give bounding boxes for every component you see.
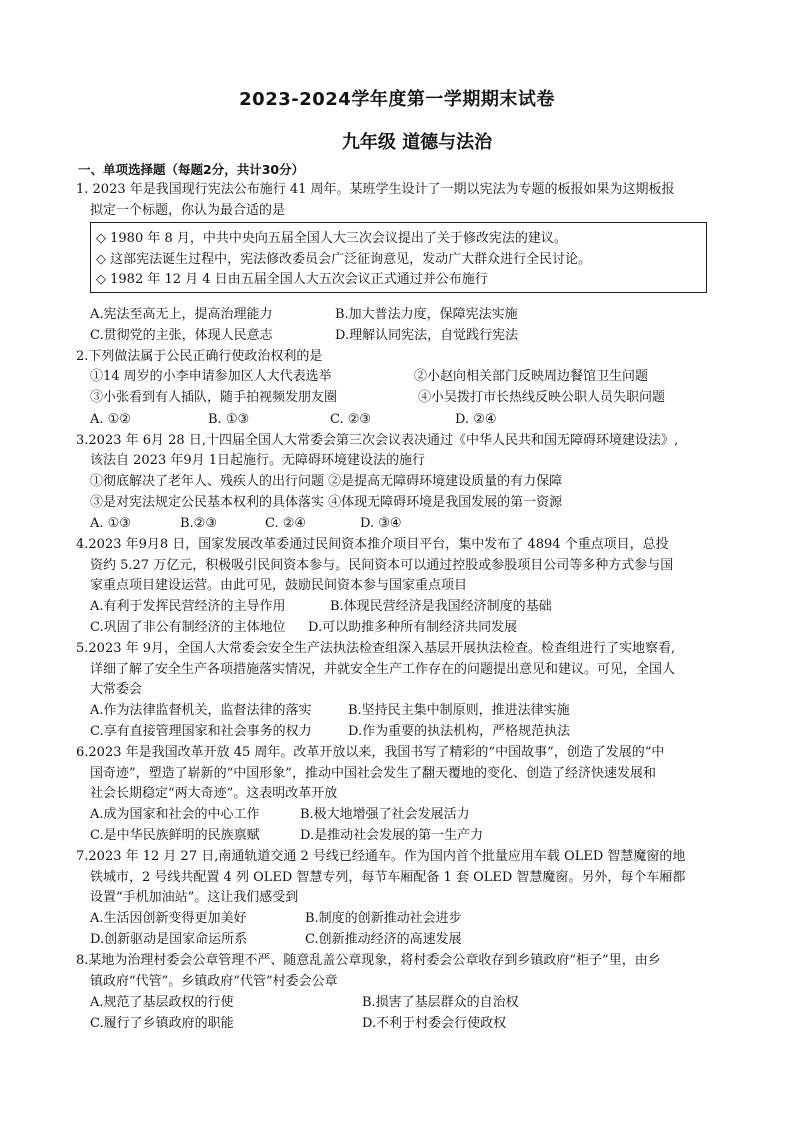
q6-option-b: B.极大地增强了社会发展活力 bbox=[300, 807, 470, 822]
q1-option-c: C.贯彻党的主张，体现人民意志 bbox=[90, 328, 273, 343]
q7-option-c: C.创新推动经济的高速发展 bbox=[305, 932, 462, 947]
q2-item: ③小张看到有人插队，随手拍视频发朋友圈 bbox=[90, 390, 338, 405]
q8-option-c: C.履行了乡镇政府的职能 bbox=[90, 1016, 234, 1031]
q3-stem-line: 3.2023 年 6月 28 日,十四届全国人大常委会第三次会议表决通过《中华人民共和国无障碍环境建设法》, bbox=[76, 433, 679, 448]
q1-stem-line: 1. 2023 年是我国现行宪法公布施行 41 周年。某班学生设计了一期以宪法为专题的板报如果为这期板报 bbox=[76, 182, 675, 197]
q5-option-b: B.坚持民主集中制原则，推进法律实施 bbox=[348, 703, 570, 718]
q6-stem-line: 国奇迹”，塑造了崭新的“中国形象”，推动中国社会发生了翻天覆地的变化、创造了经济快速发展和 bbox=[90, 766, 656, 781]
q5-option-a: A.作为法律监督机关，监督法律的落实 bbox=[90, 703, 312, 718]
q2-option-c: C. ②③ bbox=[330, 412, 372, 427]
section-heading: 一、单项选择题（每题2分，共计30分） bbox=[78, 162, 305, 177]
q2-stem-line: 2.下列做法属于公民正确行使政治权利的是 bbox=[76, 349, 323, 364]
q6-stem-line: 6.2023 年是我国改革开放 45 周年。改革开放以来，我国书写了精彩的“中国故事”，创造了发展的“中 bbox=[76, 745, 665, 760]
q7-option-b: B.制度的创新推动社会进步 bbox=[305, 911, 462, 926]
q4-stem-line: 4.2023 年9月8 日，国家发展改革委通过民间资本推介项目平台，集中发布了 4894 个重点项目，总投 bbox=[76, 537, 669, 552]
q7-stem-line: 7.2023 年 12 月 27 日,南通轨道交通 2 号线已经通车。作为国内首个批量应用车载 OLED 智慧魔窗的地 bbox=[76, 849, 686, 864]
q2-option-a: A. ①② bbox=[90, 412, 131, 427]
q1-box-line: ◇ 1982 年 12 月 4 日由五届全国人大五次会议正式通过并公布施行 bbox=[96, 272, 488, 287]
q3-option-d: D. ③④ bbox=[360, 516, 402, 531]
exam-subtitle: 九年级 道德与法治 bbox=[341, 132, 493, 153]
q5-stem-line: 详细了解了安全生产各项措施落实情况，并就安全生产工作存在的问题提出意见和建议。可见，全国人 bbox=[90, 662, 676, 677]
q4-stem-line: 家重点项目建设运营。由此可见，鼓励民间资本参与国家重点项目 bbox=[90, 578, 468, 593]
q3-stem-line: 该法自 2023 年9月 1日起施行。无障碍环境建设法的施行 bbox=[90, 453, 426, 468]
q4-option-d: D.可以助推多种所有制经济共同发展 bbox=[308, 620, 518, 635]
q1-option-b: B.加大普法力度，保障宪法实施 bbox=[335, 307, 518, 322]
q2-option-d: D. ②④ bbox=[455, 412, 497, 427]
exam-title: 2023-2024学年度第一学期期末试卷 bbox=[239, 89, 555, 110]
q8-stem-line: 8.某地为治理村委会公章管理不严、随意乱盖公章现象，将村委会公章收存到乡镇政府“柜子”里，由乡 bbox=[76, 953, 661, 968]
q6-option-d: D.是推动社会发展的第一生产力 bbox=[300, 828, 484, 843]
q6-option-a: A.成为国家和社会的中心工作 bbox=[90, 807, 260, 822]
q6-option-c: C.是中华民族鲜明的民族禀赋 bbox=[90, 828, 260, 843]
q8-option-d: D.不利于村委会行使政权 bbox=[362, 1016, 507, 1031]
q5-option-d: D.作为重要的执法机构，严格规范执法 bbox=[348, 724, 571, 739]
q7-stem-line: 铁城市，2 号线共配置 4 列 OLED 智慧专列，每节车厢配备 1 套 OLED 智慧魔窗。另外，每个车厢都 bbox=[90, 870, 686, 885]
q4-option-a: A.有利于发挥民营经济的主导作用 bbox=[90, 599, 286, 614]
q5-stem-line: 5.2023 年 9月，全国人大常委会安全生产法执法检查组深入基层开展执法检查。检查组进行了实地察看, bbox=[76, 641, 676, 656]
q7-option-d: D.创新驱动是国家命运所系 bbox=[90, 932, 248, 947]
q4-stem-line: 资约 5.27 万亿元，积极吸引民间资本参与。民间资本可以通过控股或参股项目公司等多种方式参与国 bbox=[90, 558, 674, 573]
q3-item: ①彻底解决了老年人、残疾人的出行问题 ②是提高无障碍环境建设质量的有力保障 bbox=[90, 474, 563, 489]
q7-option-a: A.生活因创新变得更加美好 bbox=[90, 911, 247, 926]
q3-option-b: B.②③ bbox=[180, 516, 217, 531]
q2-item: ②小赵向相关部门反映周边餐馆卫生问题 bbox=[414, 369, 649, 384]
q3-option-a: A. ①③ bbox=[90, 516, 131, 531]
q4-option-b: B.体现民营经济是我国经济制度的基础 bbox=[330, 599, 552, 614]
q1-option-d: D.理解认同宪法，自觉践行宪法 bbox=[335, 328, 519, 343]
q2-option-b: B. ①③ bbox=[208, 412, 250, 427]
q7-stem-line: 设置“手机加油站”。这让我们感受到 bbox=[90, 890, 299, 905]
q1-box-line: ◇ 这部宪法诞生过程中，宪法修改委员会广泛征询意见，发动广大群众进行全民讨论。 bbox=[96, 252, 592, 267]
q6-stem-line: 社会长期稳定“两大奇迹”。这表明改革开放 bbox=[90, 786, 338, 801]
q3-item: ③是对宪法规定公民基本权利的具体落实 ④体现无障碍环境是我国发展的第一资源 bbox=[90, 495, 563, 510]
q5-stem-line: 大常委会 bbox=[90, 682, 143, 697]
q8-option-a: A.规范了基层政权的行使 bbox=[90, 995, 234, 1010]
q1-box-line: ◇ 1980 年 8 月，中共中央向五届全国人大三次会议提出了关于修改宪法的建议。 bbox=[96, 231, 567, 246]
q8-option-b: B.损害了基层群众的自治权 bbox=[362, 995, 519, 1010]
q2-item: ④小吴拨打市长热线反映公职人员失职问题 bbox=[418, 390, 666, 405]
q5-option-c: C.享有直接管理国家和社会事务的权力 bbox=[90, 724, 312, 739]
q8-stem-line: 镇政府“代管”。乡镇政府“代管”村委会公章 bbox=[90, 974, 338, 989]
q1-stem-line: 拟定一个标题，你认为最合适的是 bbox=[90, 203, 286, 218]
q3-option-c: C. ②④ bbox=[265, 516, 307, 531]
q1-option-a: A.宪法至高无上，提高治理能力 bbox=[90, 307, 273, 322]
q4-option-c: C.巩固了非公有制经济的主体地位 bbox=[90, 620, 286, 635]
q2-item: ①14 周岁的小李申请参加区人大代表选举 bbox=[90, 369, 332, 384]
